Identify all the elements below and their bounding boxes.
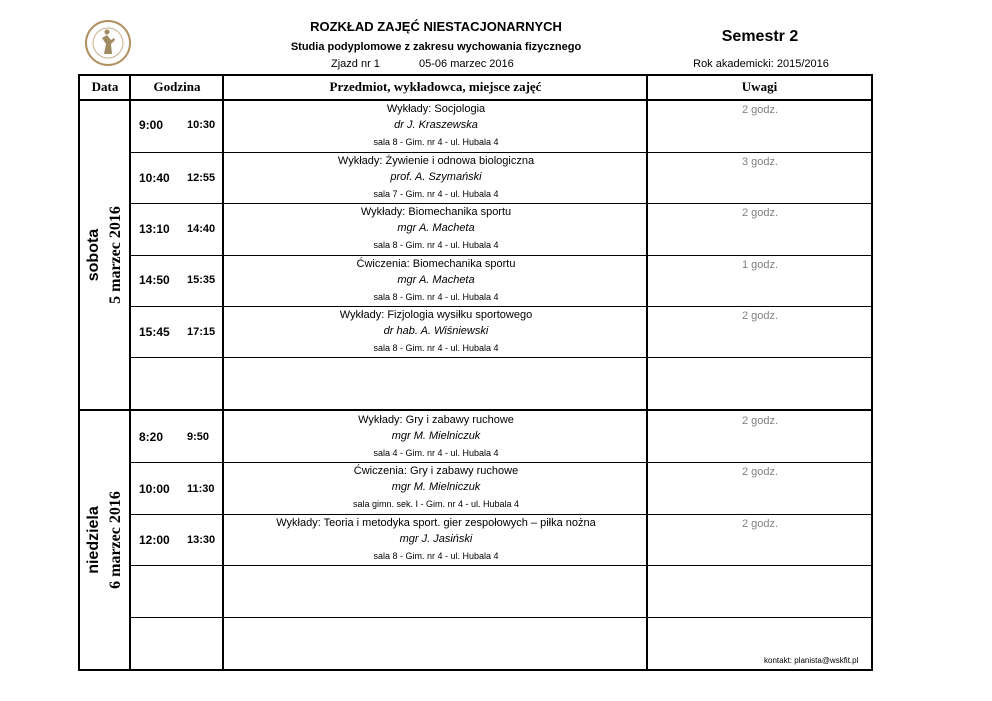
slot-end-time: 12:55 [187,172,216,184]
slot-start-time: 13:10 [139,222,170,236]
slot-start-time: 15:45 [139,325,170,339]
column-header-date: Data [91,79,119,94]
day-date: 5 marzec 2016 [107,206,124,304]
room-location: sala gimn. sek. I - Gim. nr 4 - ul. Hubala 4 [352,499,520,509]
room-location: sala 8 - Gim. nr 4 - ul. Hubala 4 [373,137,499,147]
room-location: sala 4 - Gim. nr 4 - ul. Hubala 4 [373,448,499,458]
lecturer-name: mgr A. Macheta [397,274,475,286]
column-header-time: Godzina [153,79,201,94]
slot-start-time: 14:50 [139,273,170,287]
slot-start-time: 10:40 [139,171,170,185]
room-location: sala 7 - Gim. nr 4 - ul. Hubala 4 [373,189,499,199]
room-location: sala 8 - Gim. nr 4 - ul. Hubala 4 [373,240,499,250]
slot-hours-note: 2 godz. [741,415,779,427]
academic-year: Rok akademicki: 2015/2016 [693,58,829,70]
slot-subject [226,515,646,565]
slot-end-time: 9:50 [187,431,210,443]
subject-title: Wykłady: Żywienie i odnowa biologiczna [337,155,535,167]
school-logo [80,18,136,68]
lecturer-name: dr J. Kraszewska [394,119,478,131]
slot-end-time: 15:35 [187,274,216,286]
meeting-number: Zjazd nr 1 [331,58,380,70]
lecturer-name: mgr M. Mielniczuk [391,430,481,442]
slot-hours-note: 1 godz. [741,259,779,271]
lecturer-name: mgr A. Macheta [397,222,475,234]
subject-title: Wykłady: Teoria i metodyka sport. gier zespołowych – piłka nożna [276,517,596,529]
subject-title: Ćwiczenia: Biomechanika sportu [356,258,516,270]
column-header-notes: Uwagi [741,79,778,94]
slot-end-time: 11:30 [187,483,215,495]
slot-subject [226,101,646,151]
day-name: sobota [85,228,102,282]
slot-hours-note: 2 godz. [741,466,779,478]
day-date: 6 marzec 2016 [107,491,124,589]
lecturer-name: mgr M. Mielniczuk [391,481,481,493]
day-label-sunday [83,410,127,670]
lecturer-name: mgr J. Jasiński [399,533,473,545]
slot-end-time: 10:30 [187,119,216,131]
slot-end-time: 14:40 [187,223,216,235]
meeting-dates: 05-06 marzec 2016 [419,58,514,70]
slot-subject [226,153,646,203]
schedule-title: ROZKŁAD ZAJĘĆ NIESTACJONARNYCH [310,19,562,34]
row-divider [130,565,873,566]
subject-title: Wykłady: Gry i zabawy ruchowe [358,414,514,426]
schedule-subtitle: Studia podyplomowe z zakresu wychowania fizycznego [290,41,582,53]
slot-subject [226,463,646,513]
column-header-subject: Przedmiot, wykładowca, miejsce zajęć [329,79,542,94]
slot-hours-note: 2 godz. [741,518,779,530]
grid-line [129,74,131,671]
slot-start-time: 8:20 [139,430,164,444]
room-location: sala 8 - Gim. nr 4 - ul. Hubala 4 [373,551,499,561]
slot-hours-note: 3 godz. [741,156,779,168]
grid-line [222,74,224,671]
slot-hours-note: 2 godz. [741,207,779,219]
day-divider [78,409,873,411]
slot-subject [226,204,646,254]
day-name: niedziela [85,506,102,574]
subject-title: Ćwiczenia: Gry i zabawy ruchowe [353,465,519,477]
lecturer-name: prof. A. Szymański [390,171,482,183]
slot-hours-note: 2 godz. [741,104,779,116]
slot-start-time: 10:00 [139,482,170,496]
slot-subject [226,256,646,306]
slot-end-time: 17:15 [187,326,216,338]
slot-start-time: 9:00 [139,118,164,132]
slot-subject [226,412,646,462]
slot-start-time: 12:00 [139,533,170,547]
row-divider [130,357,873,358]
room-location: sala 8 - Gim. nr 4 - ul. Hubala 4 [373,292,499,302]
slot-subject [226,307,646,357]
lecturer-name: dr hab. A. Wiśniewski [383,325,489,337]
subject-title: Wykłady: Fizjologia wysiłku sportowego [339,309,533,321]
subject-title: Wykłady: Biomechanika sportu [360,206,512,218]
slot-end-time: 13:30 [187,534,216,546]
contact-email: kontakt: planista@wskfit.pl [764,656,859,665]
room-location: sala 8 - Gim. nr 4 - ul. Hubala 4 [373,343,499,353]
slot-hours-note: 2 godz. [741,310,779,322]
semester-label: Semestr 2 [721,28,799,45]
grid-line [646,74,648,671]
subject-title: Wykłady: Socjologia [386,103,486,115]
day-label-saturday [83,100,127,410]
row-divider [130,617,873,618]
